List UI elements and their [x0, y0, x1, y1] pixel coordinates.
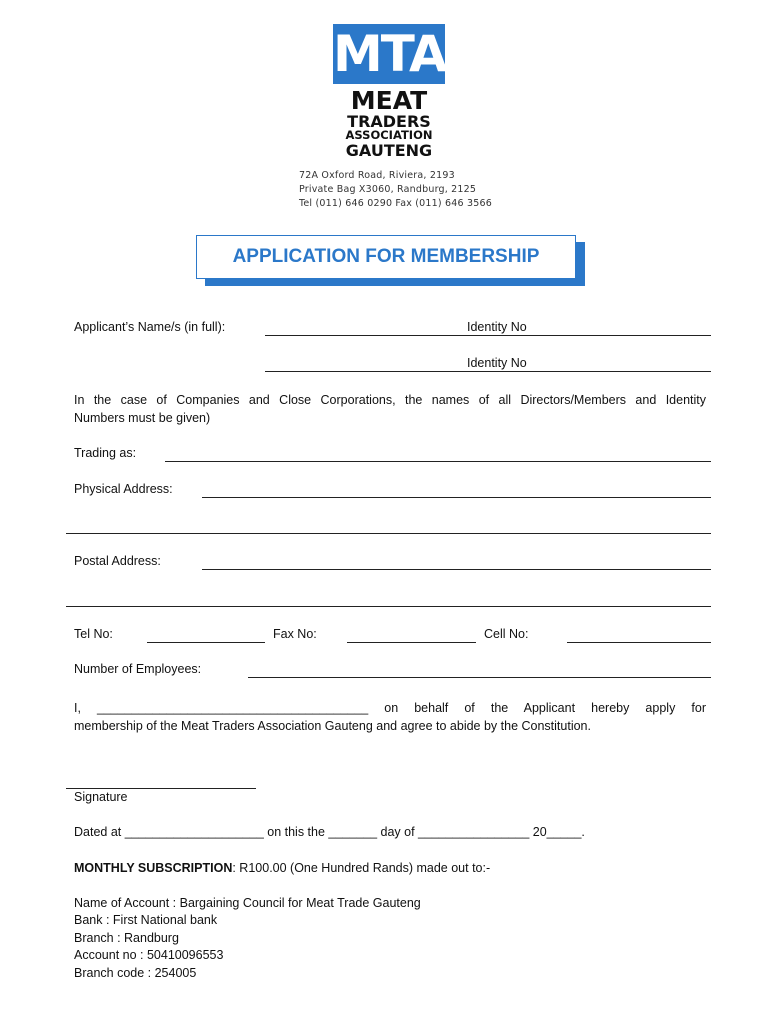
cell-field[interactable] — [567, 624, 711, 643]
tel-label: Tel No: — [74, 627, 113, 641]
subscription-text: : R100.00 (One Hundred Rands) made out to:- — [232, 861, 491, 875]
subscription-line — [74, 861, 490, 875]
logo-word-association: ASSOCIATION — [345, 128, 433, 142]
address-line: Private Bag X3060, Randburg, 2125 — [299, 184, 477, 195]
fax-field[interactable] — [347, 624, 476, 643]
tel-field[interactable] — [147, 624, 265, 643]
logo-word-meat: MEAT — [350, 86, 428, 115]
companies-note-line: Numbers must be given) — [74, 411, 211, 425]
fax-label: Fax No: — [273, 627, 317, 641]
dated-line: Dated at ____________________ on this the _______ day of ________________ 20_____. — [74, 825, 585, 839]
companies-note-line: In the case of Companies and Close Corporations, the names of all Directors/Members and Identity — [74, 393, 706, 407]
trading-label: Trading as: — [74, 446, 137, 460]
bank-detail-line: Name of Account : Bargaining Council for Meat Trade Gauteng — [74, 896, 421, 910]
identity-label: Identity No — [467, 356, 527, 370]
logo-word-traders: TRADERS — [347, 112, 431, 131]
logo-letters: MTA — [333, 25, 446, 83]
mta-logo — [333, 24, 445, 164]
postal-address-field[interactable] — [202, 551, 711, 570]
applicant-label: Applicant’s Name/s (in full): — [74, 320, 226, 334]
signature-label: Signature — [74, 790, 128, 804]
postal-address-label: Postal Address: — [74, 554, 161, 568]
subscription-heading: MONTHLY SUBSCRIPTION — [74, 861, 233, 875]
employees-field[interactable] — [248, 659, 711, 678]
physical-address-field-2[interactable] — [66, 515, 711, 534]
title-box — [196, 235, 576, 279]
physical-address-field[interactable] — [202, 479, 711, 498]
declaration-line-2: membership of the Meat Traders Association Gauteng and agree to abide by the Constitution. — [74, 719, 591, 733]
declaration-rest: on behalf of the Applicant hereby apply for — [368, 701, 706, 715]
bank-detail-line: Branch : Randburg — [74, 931, 179, 945]
trading-as-field[interactable] — [165, 443, 711, 462]
bank-detail-line: Bank : First National bank — [74, 913, 218, 927]
address-line: 72A Oxford Road, Riviera, 2193 — [299, 170, 455, 181]
employees-label: Number of Employees: — [74, 662, 202, 676]
identity-label: Identity No — [467, 320, 527, 334]
address-line: Tel (011) 646 0290 Fax (011) 646 3566 — [299, 198, 492, 209]
page-title: APPLICATION FOR MEMBERSHIP — [232, 246, 540, 267]
logo-word-gauteng: GAUTENG — [345, 141, 433, 160]
bank-detail-line: Account no : 50410096553 — [74, 948, 224, 962]
bank-detail-line: Branch code : 254005 — [74, 966, 197, 980]
cell-label: Cell No: — [484, 627, 529, 641]
physical-address-label: Physical Address: — [74, 482, 173, 496]
declaration-name-blank[interactable]: _______________________________________ — [97, 701, 369, 715]
postal-address-field-2[interactable] — [66, 588, 711, 607]
declaration-start: I, — [74, 701, 98, 715]
declaration-line — [74, 699, 706, 717]
signature-field[interactable] — [66, 770, 256, 789]
